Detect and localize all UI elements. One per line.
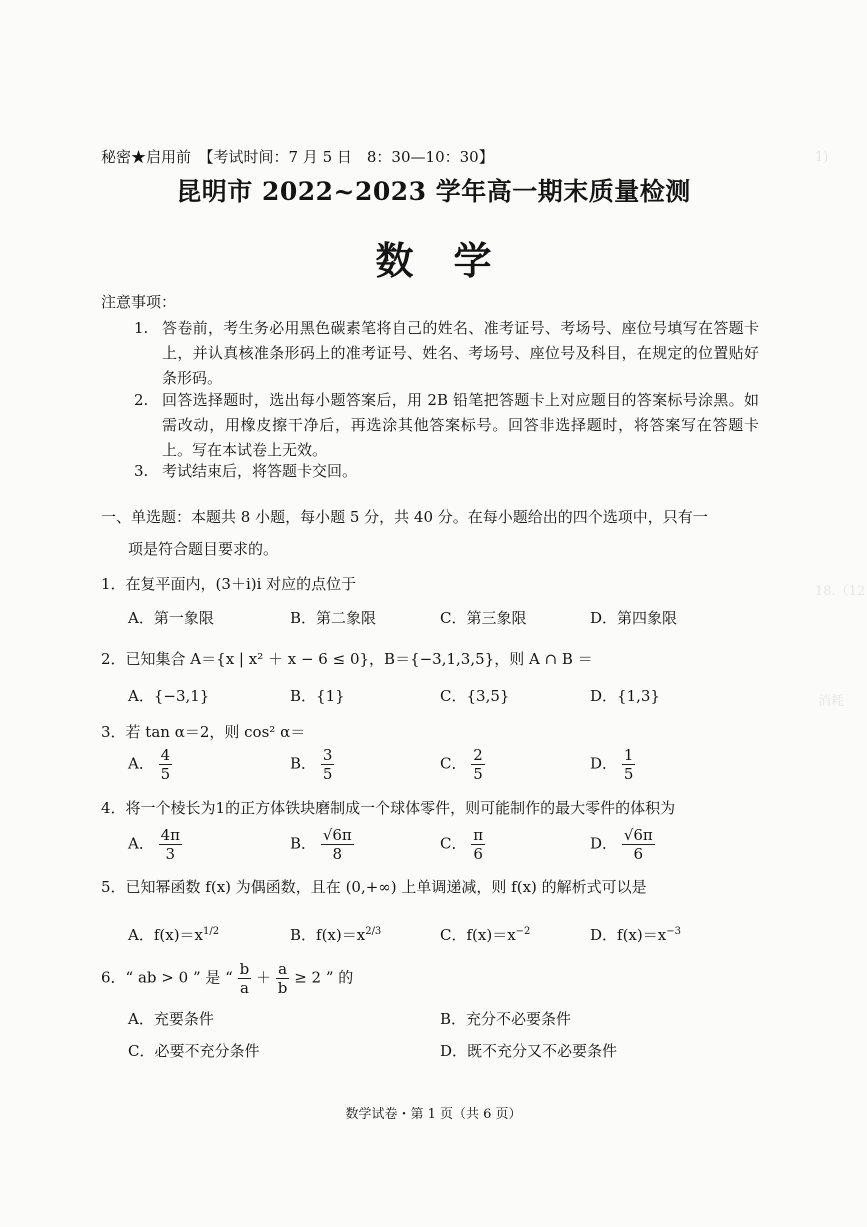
fraction [471, 746, 485, 783]
q4-option-d [590, 826, 655, 863]
notice-item [134, 388, 759, 463]
exponent: −3 [666, 926, 681, 937]
page-footer: 数学试卷・第 1 页（共 6 页） [345, 1107, 522, 1122]
fraction [622, 826, 655, 863]
numerator: a [278, 960, 288, 978]
question-6-stem [101, 960, 353, 997]
numerator: 4 [160, 746, 171, 764]
q5-option-c [440, 924, 530, 945]
exponent: 2/3 [365, 926, 382, 937]
fraction [321, 746, 335, 783]
option-label: B． [290, 834, 317, 853]
fraction [321, 826, 354, 863]
exponent: 1/2 [203, 926, 220, 937]
question-4-stem: 4．将一个棱长为1的正方体铁块磨制成一个球体零件，则可能制作的最大零件的体积为 [101, 799, 676, 817]
question-3-stem: 3．若 tan α＝2，则 cos² α＝ [101, 723, 306, 741]
q5-option-d [590, 924, 681, 945]
fraction [159, 746, 173, 783]
q1-option-a: A．第一象限 [128, 609, 214, 627]
q6-option-b: B．充分不必要条件 [440, 1010, 572, 1028]
fraction [238, 960, 252, 997]
denominator: 5 [322, 765, 333, 783]
notice-number: 3. [134, 462, 149, 480]
numerator: π [473, 826, 484, 844]
notice-number: 2. [134, 391, 149, 409]
q6-option-c: C．必要不充分条件 [128, 1042, 260, 1060]
notice-text: 考试结束后，将答题卡交回。 [162, 462, 358, 480]
notice-item [134, 459, 759, 484]
q3-option-a [128, 746, 172, 783]
fraction [276, 960, 290, 997]
option-label: A．f(x)＝x [128, 926, 204, 944]
exam-title: 昆明市 2022~2023 学年高一期末质量检测 [176, 177, 691, 206]
denominator: 5 [473, 765, 483, 783]
q1-option-b: B．第二象限 [290, 609, 377, 627]
notice-text: 答卷前，考生务必用黑色碳素笔将自己的姓名、准考证号、考场号、座位号填写在答题卡上，并认真核准条形码上的准考证号、姓名、考场号、座位号及科目，在规定的位置贴好条形码。 [162, 319, 759, 387]
denominator: a [239, 979, 249, 997]
fraction [159, 826, 182, 863]
numerator: 3 [322, 746, 333, 764]
option-label: C． [440, 834, 467, 853]
q2-option-a: A．{−3,1} [128, 687, 210, 705]
option-label: C． [440, 754, 467, 773]
denominator: b [277, 979, 288, 997]
option-label: A． [128, 754, 154, 773]
numerator: 1 [623, 746, 634, 764]
q4-option-b [290, 826, 354, 863]
plus-sign: ＋ [256, 968, 272, 987]
numerator: 2 [473, 746, 483, 764]
q1-option-c: C．第三象限 [440, 609, 527, 627]
notice-number: 1. [134, 319, 149, 337]
option-label: B． [290, 754, 317, 773]
q5-option-b [290, 924, 381, 945]
section-line-2: 项是符合题目要求的。 [128, 540, 279, 558]
secret-header: 秘密★启用前 【考试时间：7 月 5 日 8：30—10：30】 [101, 148, 494, 166]
denominator: 5 [623, 765, 634, 783]
bleed-text: 18.（12 [815, 584, 866, 599]
q4-option-a [128, 826, 182, 863]
q3-option-d [590, 746, 635, 783]
notice-text: 回答选择题时，选出每小题答案后，用 2B 铅笔把答题卡上对应题目的答案标号涂黑。如需改动，用橡皮擦干净后，再选涂其他答案标号。回答非选择题时，将答案写在答题卡上。写在本试卷上无效。 [162, 391, 759, 459]
section-heading [101, 501, 751, 565]
q2-option-d: D．{1,3} [590, 687, 660, 705]
notices-heading: 注意事项： [101, 293, 177, 311]
q4-option-c [440, 826, 485, 863]
q2-option-c: C．{3,5} [440, 687, 510, 705]
question-5-stem: 5．已知幂函数 f(x) 为偶函数，且在 (0,+∞) 上单调递减，则 f(x) 的解析式可以是 [101, 878, 647, 896]
numerator: √6π [322, 826, 352, 844]
denominator: 6 [473, 845, 483, 863]
question-1-stem: 1．在复平面内，(3＋i)i 对应的点位于 [101, 575, 357, 593]
section-line-1: 一、单选题：本题共 8 小题，每小题 5 分，共 40 分。在每小题给出的四个选项中，只有一 [101, 508, 708, 526]
fraction [471, 826, 485, 863]
bleed-text: 消耗 [818, 694, 845, 709]
denominator: 8 [332, 845, 343, 863]
denominator: 5 [160, 765, 171, 783]
option-label: B．f(x)＝x [290, 926, 366, 944]
q3-option-b [290, 746, 334, 783]
bleed-text: 1) [815, 150, 829, 165]
option-label: D．f(x)＝x [590, 926, 667, 944]
stem-text: 6．“ ab > 0 ” 是 “ [101, 968, 233, 987]
numerator: √6π [623, 826, 653, 844]
stem-text: ≥ 2 ” 的 [294, 968, 354, 987]
option-label: D． [590, 754, 618, 773]
denominator: 6 [633, 845, 644, 863]
option-label: D． [590, 834, 618, 853]
denominator: 3 [165, 845, 176, 863]
option-label: A． [128, 834, 154, 853]
fraction [622, 746, 636, 783]
question-2-stem: 2．已知集合 A＝{x | x² ＋ x − 6 ≤ 0}，B＝{−3,1,3,5}，则 A ∩ B ＝ [101, 650, 593, 668]
q6-option-d: D．既不充分又不必要条件 [440, 1042, 618, 1060]
subject-title: 数学 [375, 238, 532, 283]
notice-item [134, 316, 759, 391]
exponent: −2 [515, 926, 531, 937]
numerator: 4π [160, 826, 181, 844]
numerator: b [239, 960, 250, 978]
q6-option-a: A．充要条件 [128, 1010, 214, 1028]
option-label: C．f(x)＝x [440, 926, 516, 944]
q1-option-d: D．第四象限 [590, 609, 678, 627]
q2-option-b: B．{1} [290, 687, 345, 705]
q3-option-c [440, 746, 485, 783]
q5-option-a [128, 924, 219, 945]
